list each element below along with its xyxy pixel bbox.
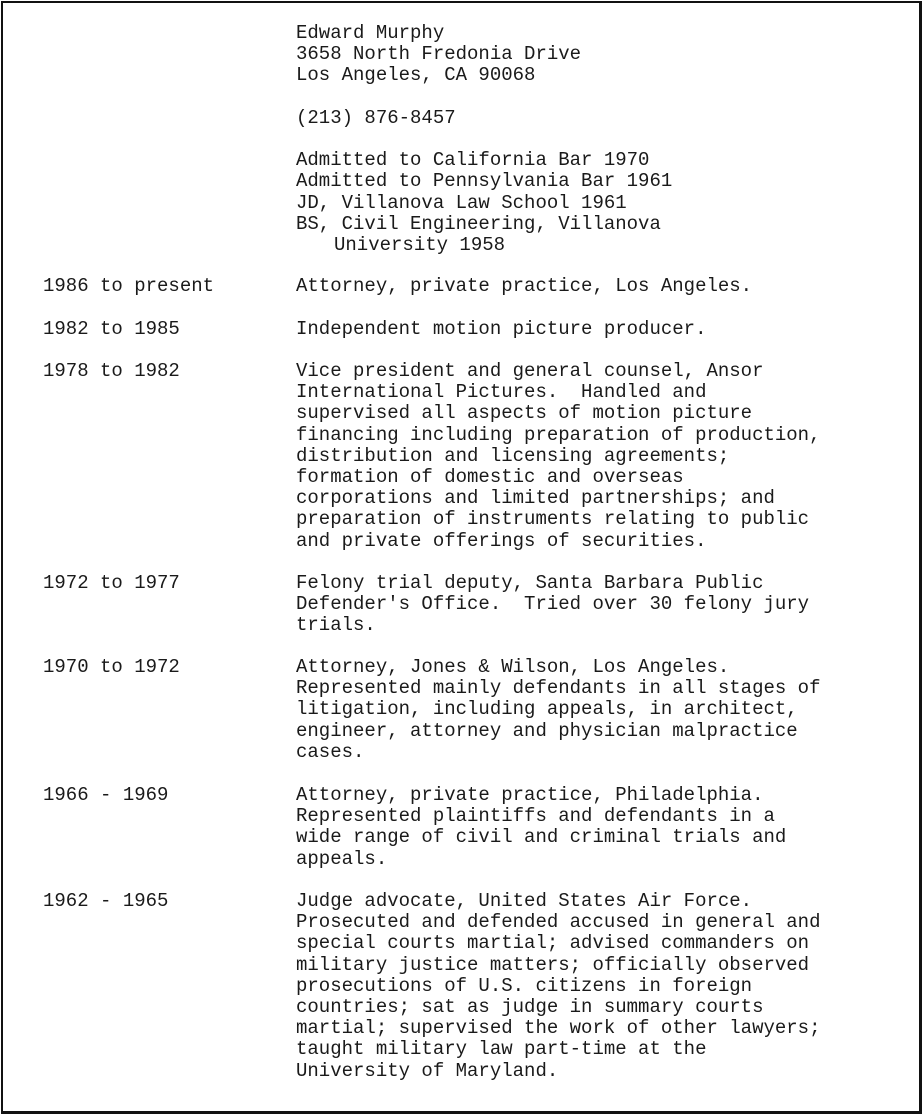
experience-description <box>296 785 896 870</box>
experience-description <box>296 657 896 763</box>
contact-address-line2: Los Angeles, CA 90068 <box>296 64 536 87</box>
description-line: special courts martial; advised commanders on <box>296 932 810 955</box>
experience-dates: 1982 to 1985 <box>43 318 180 340</box>
description-line: Prosecuted and defended accused in general and <box>296 911 821 934</box>
contact-block <box>296 23 896 256</box>
description-line: Represented plaintiffs and defendants in a <box>296 805 775 828</box>
experience-dates: 1978 to 1982 <box>43 360 180 382</box>
description-line: and private offerings of securities. <box>296 529 707 552</box>
description-line: countries; sat as judge in summary courts <box>296 995 764 1018</box>
description-line: Defender's Office. Tried over 30 felony jury <box>296 593 810 616</box>
credential-item: Admitted to California Bar 1970 <box>296 149 650 172</box>
description-line: litigation, including appeals, in architect, <box>296 698 798 721</box>
credential-item: JD, Villanova Law School 1961 <box>296 191 627 214</box>
document-page <box>1 1 922 1114</box>
description-line: University of Maryland. <box>296 1059 559 1082</box>
description-line: financing including preparation of production, <box>296 423 821 446</box>
experience-description <box>296 361 896 552</box>
description-line: wide range of civil and criminal trials and <box>296 826 787 849</box>
credential-item: Admitted to Pennsylvania Bar 1961 <box>296 170 673 193</box>
description-line: Attorney, private practice, Los Angeles. <box>296 275 753 297</box>
contact-phone: (213) 876-8457 <box>296 106 456 129</box>
experience-dates: 1986 to present <box>43 275 215 297</box>
description-line: supervised all aspects of motion picture <box>296 402 753 425</box>
description-line: Judge advocate, United States Air Force. <box>296 890 753 912</box>
contact-name: Edward Murphy <box>296 22 445 44</box>
description-line: cases. <box>296 740 365 763</box>
experience-description <box>296 891 896 1082</box>
credential-item: BS, Civil Engineering, Villanova <box>296 212 661 235</box>
credential-item-continuation: University 1958 <box>334 233 506 256</box>
description-line: formation of domestic and overseas <box>296 465 684 488</box>
description-line: corporations and limited partnerships; and <box>296 487 775 510</box>
experience-dates: 1966 - 1969 <box>43 784 169 806</box>
description-line: Represented mainly defendants in all stages of <box>296 677 821 700</box>
description-line: prosecutions of U.S. citizens in foreign <box>296 974 753 997</box>
experience-description <box>296 319 896 340</box>
description-line: appeals. <box>296 847 388 870</box>
experience-dates: 1962 - 1965 <box>43 890 169 912</box>
experience-description <box>296 573 896 637</box>
description-line: preparation of instruments relating to public <box>296 508 810 531</box>
experience-dates: 1972 to 1977 <box>43 572 180 594</box>
description-line: Vice president and general counsel, Ansor <box>296 360 764 382</box>
description-line: martial; supervised the work of other lawyers; <box>296 1017 821 1040</box>
description-line: trials. <box>296 614 376 637</box>
description-line: Attorney, Jones & Wilson, Los Angeles. <box>296 656 730 678</box>
description-line: International Pictures. Handled and <box>296 381 707 404</box>
description-line: taught military law part-time at the <box>296 1038 707 1061</box>
experience-description <box>296 276 896 297</box>
description-line: Attorney, private practice, Philadelphia. <box>296 784 764 806</box>
experience-dates: 1970 to 1972 <box>43 656 180 678</box>
description-line: distribution and licensing agreements; <box>296 444 730 467</box>
description-line: military justice matters; officially observed <box>296 953 810 976</box>
description-line: Felony trial deputy, Santa Barbara Public <box>296 572 764 594</box>
credentials-list <box>296 150 896 256</box>
contact-address-line1: 3658 North Fredonia Drive <box>296 43 582 66</box>
description-line: Independent motion picture producer. <box>296 318 707 340</box>
description-line: engineer, attorney and physician malpractice <box>296 719 798 742</box>
